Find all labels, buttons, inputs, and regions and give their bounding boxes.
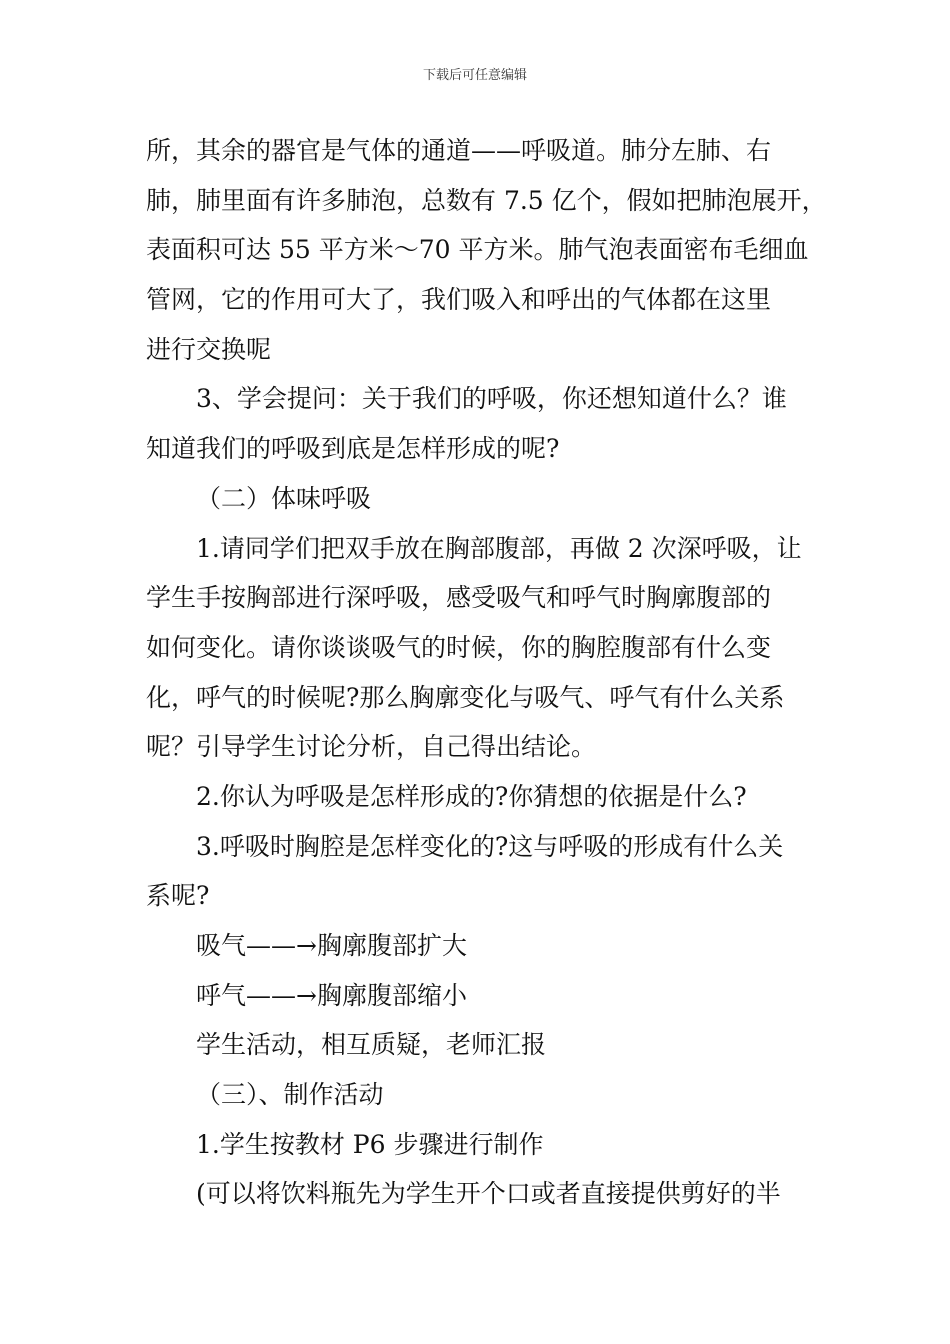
paragraph-line: 学生手按胸部进行深呼吸，感受吸气和呼气时胸廓腹部的	[146, 583, 772, 613]
paragraph-line: 表面积可达 55 平方米～70 平方米。肺气泡表面密布毛细血	[146, 235, 809, 265]
section-heading: （三）、制作活动	[196, 1080, 384, 1110]
paragraph-line: 学生活动，相互质疑，老师汇报	[196, 1030, 547, 1060]
paragraph-line: 3、学会提问：关于我们的呼吸，你还想知道什么？谁	[196, 384, 787, 414]
document-body	[146, 126, 827, 1219]
paragraph-line: 3.呼吸时胸腔是怎样变化的?这与呼吸的形成有什么关	[196, 831, 784, 861]
paragraph-line: 所，其余的器官是气体的通道——呼吸道。肺分左肺、右	[146, 136, 772, 165]
paragraph-line: (可以将饮料瓶先为学生开个口或者直接提供剪好的半	[196, 1179, 781, 1209]
paragraph-line: 系呢?	[146, 881, 210, 911]
page-header: 下载后可任意编辑	[422, 68, 527, 83]
paragraph-line: 1.学生按教材 P6 步骤进行制作	[196, 1129, 544, 1159]
section-heading: （二）体味呼吸	[196, 483, 372, 513]
paragraph-line: 如何变化。请你谈谈吸气的时候，你的胸腔腹部有什么变	[146, 632, 772, 662]
paragraph-line: 化，呼气的时候呢?那么胸廓变化与吸气、呼气有什么关系	[146, 682, 785, 712]
paragraph-line: 管网，它的作用可大了，我们吸入和呼出的气体都在这里	[146, 285, 772, 315]
paragraph-line: 进行交换呢	[146, 334, 272, 364]
paragraph-line: 呼气——→胸廓腹部缩小	[196, 980, 467, 1010]
paragraph-line: 呢？引导学生讨论分析，自己得出结论。	[146, 732, 597, 762]
paragraph-line: 知道我们的呼吸到底是怎样形成的呢?	[146, 434, 560, 464]
paragraph-line: 2.你认为呼吸是怎样形成的?你猜想的依据是什么?	[196, 781, 747, 811]
paragraph-line: 1.请同学们把双手放在胸部腹部，再做 2 次深呼吸，让	[196, 533, 802, 563]
paragraph-line: 肺，肺里面有许多肺泡，总数有 7.5 亿个，假如把肺泡展开，	[146, 185, 827, 215]
paragraph-line: 吸气——→胸廓腹部扩大	[196, 931, 467, 960]
